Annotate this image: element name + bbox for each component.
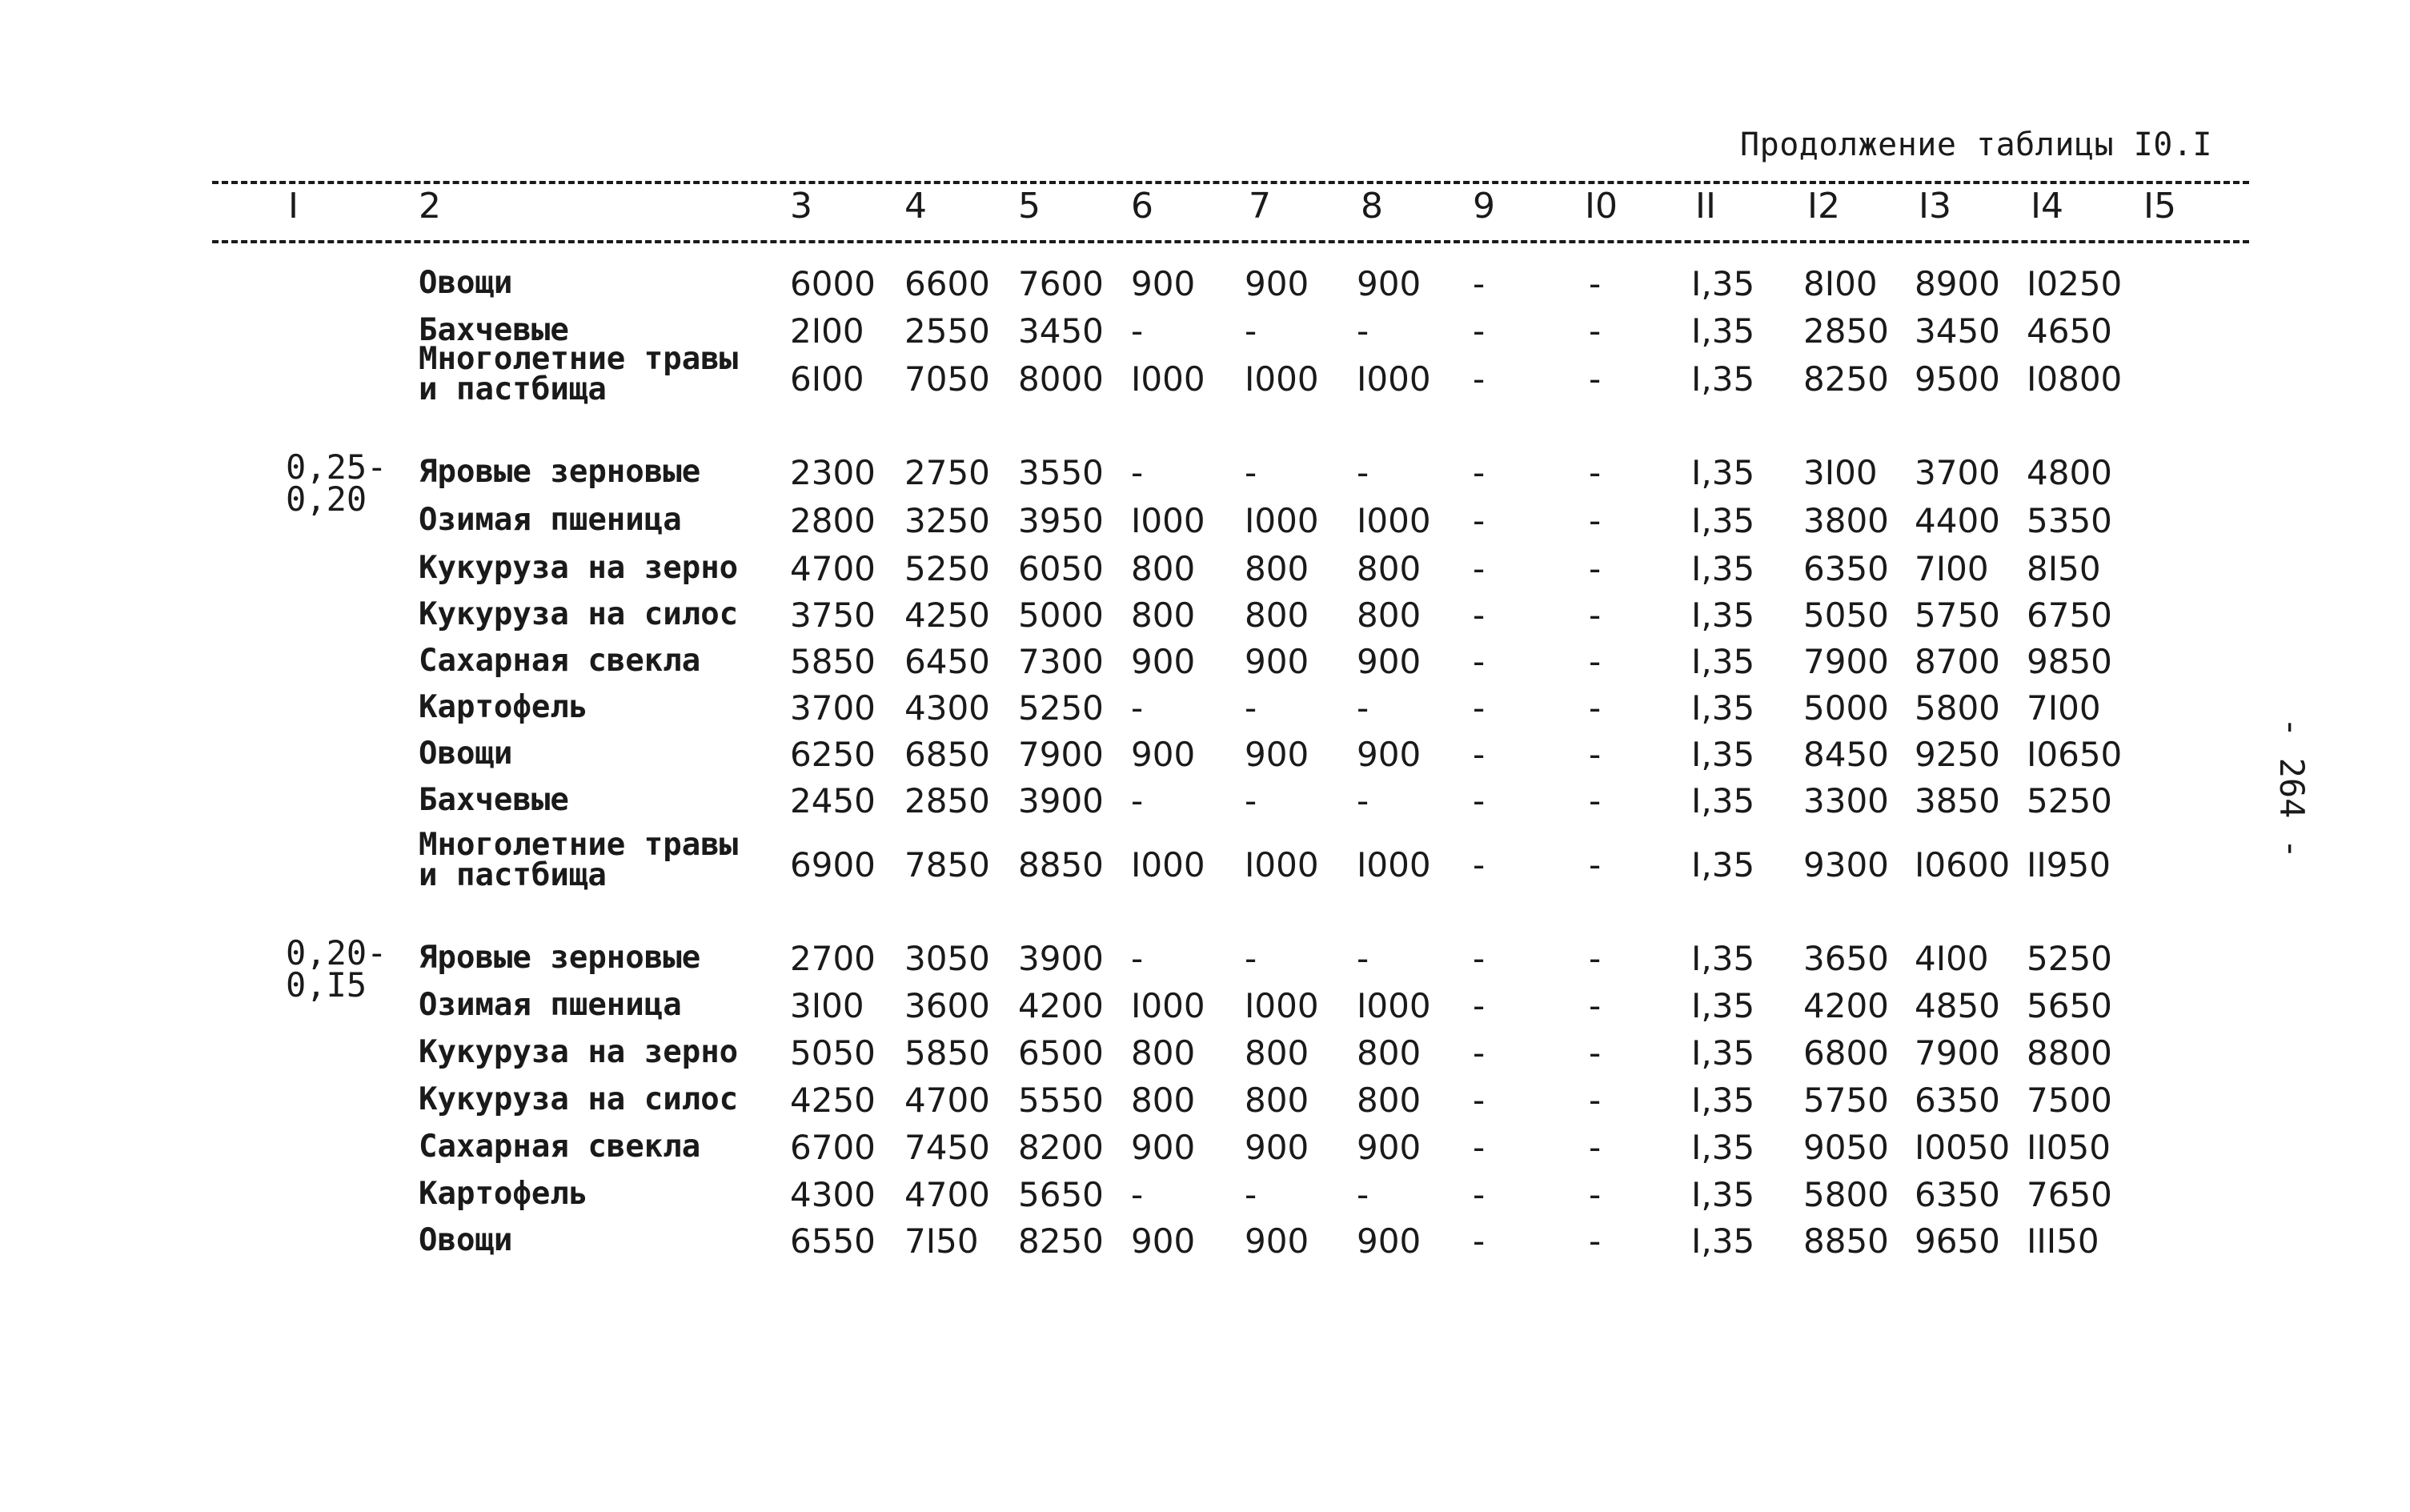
value-cell: 4850 [1915, 986, 2000, 1025]
value-cell: I000 [1131, 501, 1205, 540]
value-cell: I,35 [1691, 501, 1755, 540]
value-cell: 9250 [1915, 735, 2000, 774]
value-cell: 3850 [1915, 781, 2000, 820]
value-cell: - [1589, 359, 1602, 399]
value-cell: 5550 [1018, 1081, 1104, 1120]
value-cell: - [1473, 986, 1486, 1025]
column-header-10: I0 [1585, 186, 1618, 227]
value-cell: 3550 [1018, 453, 1104, 492]
value-cell: 8900 [1915, 264, 2000, 303]
value-cell: 3700 [1915, 453, 2000, 492]
crop-name: Озимая пшеница [419, 987, 682, 1023]
group-label: 0,20 [286, 479, 367, 519]
value-cell: 800 [1131, 1081, 1196, 1120]
value-cell: 6850 [904, 735, 990, 774]
column-header-2: 2 [419, 186, 441, 227]
value-cell: 3I00 [1803, 453, 1878, 492]
value-cell: 900 [1131, 1128, 1196, 1167]
value-cell: 8I50 [2027, 549, 2101, 588]
value-cell: - [1589, 1081, 1602, 1120]
value-cell: 7I00 [2027, 688, 2101, 728]
value-cell: 5650 [1018, 1175, 1104, 1214]
value-cell: - [1245, 688, 1257, 728]
value-cell: I000 [1131, 986, 1205, 1025]
value-cell: 6350 [1803, 549, 1889, 588]
value-cell: 5250 [2027, 781, 2112, 820]
value-cell: 6350 [1915, 1175, 2000, 1214]
value-cell: - [1473, 596, 1486, 635]
value-cell: 6500 [1018, 1033, 1104, 1073]
value-cell: - [1245, 939, 1257, 978]
value-cell: 6900 [790, 845, 876, 884]
value-cell: I0600 [1915, 845, 2011, 884]
crop-name: Яровые зерновые [419, 940, 701, 976]
value-cell: - [1589, 453, 1602, 492]
value-cell: 8850 [1018, 845, 1104, 884]
value-cell: I,35 [1691, 1081, 1755, 1120]
value-cell: I,35 [1691, 939, 1755, 978]
value-cell: - [1473, 1175, 1486, 1214]
value-cell: 5750 [1803, 1081, 1889, 1120]
value-cell: 6350 [1915, 1081, 2000, 1120]
value-cell: 7900 [1803, 642, 1889, 681]
column-header-15: I5 [2143, 186, 2176, 227]
group-label: 0,25- [286, 447, 387, 487]
value-cell: 5800 [1915, 688, 2000, 728]
value-cell: - [1473, 1221, 1486, 1261]
value-cell: 2300 [790, 453, 876, 492]
value-cell: I,35 [1691, 1128, 1755, 1167]
column-header-9: 9 [1473, 186, 1495, 227]
column-header-3: 3 [790, 186, 812, 227]
value-cell: 4I00 [1915, 939, 1989, 978]
value-cell: 4700 [790, 549, 876, 588]
value-cell: - [1473, 688, 1486, 728]
value-cell: - [1589, 688, 1602, 728]
value-cell: - [1245, 781, 1257, 820]
value-cell: - [1589, 311, 1602, 351]
value-cell: - [1357, 688, 1369, 728]
value-cell: I,35 [1691, 845, 1755, 884]
value-cell: - [1589, 1128, 1602, 1167]
value-cell: - [1473, 501, 1486, 540]
value-cell: 7900 [1018, 735, 1104, 774]
value-cell: - [1473, 1081, 1486, 1120]
value-cell: 3600 [904, 986, 990, 1025]
crop-name: Сахарная свекла [419, 1129, 701, 1165]
value-cell: 800 [1357, 596, 1422, 635]
value-cell: 3950 [1018, 501, 1104, 540]
value-cell: - [1589, 549, 1602, 588]
value-cell: 2750 [904, 453, 990, 492]
value-cell: 7900 [1915, 1033, 2000, 1073]
value-cell: 800 [1245, 1033, 1309, 1073]
value-cell: - [1357, 1175, 1369, 1214]
value-cell: I000 [1357, 501, 1431, 540]
value-cell: I0800 [2027, 359, 2123, 399]
value-cell: - [1131, 781, 1144, 820]
value-cell: 3050 [904, 939, 990, 978]
value-cell: I0250 [2027, 264, 2123, 303]
crop-name: Кукуруза на силос [419, 596, 739, 632]
value-cell: 7300 [1018, 642, 1104, 681]
value-cell: 6450 [904, 642, 990, 681]
value-cell: - [1473, 1128, 1486, 1167]
value-cell: 5050 [790, 1033, 876, 1073]
value-cell: I,35 [1691, 596, 1755, 635]
value-cell: I,35 [1691, 1175, 1755, 1214]
value-cell: - [1589, 501, 1602, 540]
crop-name: и пастбища [419, 371, 607, 407]
value-cell: - [1473, 642, 1486, 681]
value-cell: 4250 [790, 1081, 876, 1120]
value-cell: 9500 [1915, 359, 2000, 399]
value-cell: - [1473, 359, 1486, 399]
crop-name: Овощи [419, 736, 513, 772]
header-bottom-rule [212, 240, 2249, 243]
value-cell: 6250 [790, 735, 876, 774]
value-cell: 900 [1131, 1221, 1196, 1261]
column-header-5: 5 [1018, 186, 1041, 227]
value-cell: 4200 [1803, 986, 1889, 1025]
page-number: - 264 - [2272, 716, 2312, 860]
value-cell: I,35 [1691, 986, 1755, 1025]
value-cell: II050 [2027, 1128, 2111, 1167]
group-label: 0,20- [286, 933, 387, 973]
value-cell: 5800 [1803, 1175, 1889, 1214]
value-cell: 3900 [1018, 781, 1104, 820]
column-header-12: I2 [1807, 186, 1840, 227]
value-cell: I,35 [1691, 549, 1755, 588]
crop-name: Картофель [419, 689, 588, 725]
value-cell: 3650 [1803, 939, 1889, 978]
value-cell: 800 [1245, 1081, 1309, 1120]
group-label: 0,I5 [286, 965, 367, 1005]
value-cell: 6550 [790, 1221, 876, 1261]
value-cell: 5050 [1803, 596, 1889, 635]
value-cell: 4650 [2027, 311, 2112, 351]
value-cell: I0650 [2027, 735, 2123, 774]
value-cell: I,35 [1691, 264, 1755, 303]
value-cell: I000 [1357, 986, 1431, 1025]
value-cell: - [1589, 1033, 1602, 1073]
crop-name: Бахчевые [419, 312, 569, 348]
crop-name: Яровые зерновые [419, 454, 701, 490]
column-header-11: II [1695, 186, 1716, 227]
value-cell: 9300 [1803, 845, 1889, 884]
value-cell: 7600 [1018, 264, 1104, 303]
value-cell: 7450 [904, 1128, 990, 1167]
value-cell: - [1589, 735, 1602, 774]
value-cell: - [1473, 781, 1486, 820]
value-cell: 6600 [904, 264, 990, 303]
value-cell: I,35 [1691, 311, 1755, 351]
value-cell: I000 [1357, 845, 1431, 884]
value-cell: 3I00 [790, 986, 864, 1025]
value-cell: 7850 [904, 845, 990, 884]
value-cell: 900 [1245, 1221, 1309, 1261]
value-cell: 2850 [1803, 311, 1889, 351]
value-cell: 3700 [790, 688, 876, 728]
value-cell: 800 [1245, 596, 1309, 635]
value-cell: - [1245, 1175, 1257, 1214]
value-cell: I000 [1245, 501, 1319, 540]
value-cell: 4300 [904, 688, 990, 728]
value-cell: 7I00 [1915, 549, 1989, 588]
value-cell: - [1589, 1221, 1602, 1261]
value-cell: 3750 [790, 596, 876, 635]
crop-name: Многолетние травы [419, 827, 739, 863]
value-cell: 900 [1357, 642, 1422, 681]
value-cell: 900 [1131, 735, 1196, 774]
value-cell: 3450 [1915, 311, 2000, 351]
value-cell: 7650 [2027, 1175, 2112, 1214]
value-cell: - [1131, 1175, 1144, 1214]
value-cell: 900 [1245, 264, 1309, 303]
value-cell: 5750 [1915, 596, 2000, 635]
value-cell: 4200 [1018, 986, 1104, 1025]
value-cell: 2700 [790, 939, 876, 978]
value-cell: I000 [1131, 359, 1205, 399]
column-header-13: I3 [1919, 186, 1951, 227]
value-cell: 3250 [904, 501, 990, 540]
value-cell: I000 [1357, 359, 1431, 399]
value-cell: 900 [1357, 1221, 1422, 1261]
value-cell: - [1245, 453, 1257, 492]
value-cell: - [1589, 939, 1602, 978]
value-cell: 9050 [1803, 1128, 1889, 1167]
value-cell: 8000 [1018, 359, 1104, 399]
value-cell: I,35 [1691, 1221, 1755, 1261]
value-cell: 5000 [1018, 596, 1104, 635]
value-cell: 800 [1245, 549, 1309, 588]
value-cell: 7050 [904, 359, 990, 399]
table-header-row [0, 186, 2410, 234]
value-cell: 2450 [790, 781, 876, 820]
value-cell: 800 [1357, 549, 1422, 588]
value-cell: 800 [1131, 549, 1196, 588]
column-header-4: 4 [904, 186, 927, 227]
value-cell: 5350 [2027, 501, 2112, 540]
value-cell: 5000 [1803, 688, 1889, 728]
value-cell: 9850 [2027, 642, 2112, 681]
crop-name: Овощи [419, 265, 513, 301]
value-cell: 5650 [2027, 986, 2112, 1025]
value-cell: 8800 [2027, 1033, 2112, 1073]
value-cell: 900 [1357, 1128, 1422, 1167]
value-cell: - [1473, 845, 1486, 884]
value-cell: - [1357, 453, 1369, 492]
value-cell: I,35 [1691, 1033, 1755, 1073]
crop-name: Кукуруза на зерно [419, 550, 739, 586]
value-cell: I000 [1245, 845, 1319, 884]
value-cell: 3450 [1018, 311, 1104, 351]
value-cell: 5850 [790, 642, 876, 681]
value-cell: 5250 [2027, 939, 2112, 978]
value-cell: - [1131, 688, 1144, 728]
value-cell: I0050 [1915, 1128, 2011, 1167]
value-cell: 8250 [1803, 359, 1889, 399]
value-cell: 900 [1357, 735, 1422, 774]
value-cell: 9650 [1915, 1221, 2000, 1261]
value-cell: 4300 [790, 1175, 876, 1214]
value-cell: - [1589, 642, 1602, 681]
value-cell: I,35 [1691, 642, 1755, 681]
value-cell: 8700 [1915, 642, 2000, 681]
column-header-7: 7 [1249, 186, 1271, 227]
value-cell: - [1473, 549, 1486, 588]
value-cell: - [1245, 311, 1257, 351]
value-cell: - [1357, 781, 1369, 820]
value-cell: 900 [1245, 735, 1309, 774]
value-cell: 6000 [790, 264, 876, 303]
value-cell: 4700 [904, 1081, 990, 1120]
value-cell: 5850 [904, 1033, 990, 1073]
value-cell: 800 [1357, 1081, 1422, 1120]
crop-name: Картофель [419, 1176, 588, 1212]
value-cell: - [1589, 596, 1602, 635]
column-header-6: 6 [1131, 186, 1153, 227]
value-cell: I000 [1131, 845, 1205, 884]
value-cell: 800 [1131, 1033, 1196, 1073]
crop-name: Овощи [419, 1222, 513, 1258]
value-cell: 5250 [1018, 688, 1104, 728]
value-cell: 800 [1357, 1033, 1422, 1073]
crop-name: Бахчевые [419, 782, 569, 818]
value-cell: 2550 [904, 311, 990, 351]
table-caption: Продолжение таблицы I0.I [1740, 126, 2212, 163]
column-header-14: I4 [2031, 186, 2063, 227]
value-cell: 4700 [904, 1175, 990, 1214]
value-cell: 2I00 [790, 311, 864, 351]
value-cell: 3300 [1803, 781, 1889, 820]
value-cell: 3800 [1803, 501, 1889, 540]
value-cell: 2850 [904, 781, 990, 820]
value-cell: 7500 [2027, 1081, 2112, 1120]
value-cell: 4400 [1915, 501, 2000, 540]
value-cell: I,35 [1691, 688, 1755, 728]
value-cell: - [1473, 939, 1486, 978]
value-cell: I,35 [1691, 781, 1755, 820]
value-cell: - [1473, 735, 1486, 774]
value-cell: 900 [1245, 1128, 1309, 1167]
value-cell: 8250 [1018, 1221, 1104, 1261]
value-cell: 6050 [1018, 549, 1104, 588]
value-cell: I,35 [1691, 359, 1755, 399]
value-cell: - [1131, 453, 1144, 492]
value-cell: 8200 [1018, 1128, 1104, 1167]
value-cell: 800 [1131, 596, 1196, 635]
value-cell: - [1473, 264, 1486, 303]
value-cell: 6750 [2027, 596, 2112, 635]
value-cell: I000 [1245, 359, 1319, 399]
value-cell: 900 [1245, 642, 1309, 681]
value-cell: I000 [1245, 986, 1319, 1025]
value-cell: 2800 [790, 501, 876, 540]
value-cell: - [1131, 939, 1144, 978]
crop-name: Кукуруза на силос [419, 1081, 739, 1117]
value-cell: 900 [1131, 264, 1196, 303]
value-cell: 7I50 [904, 1221, 979, 1261]
value-cell: 900 [1357, 264, 1422, 303]
crop-name: Многолетние травы [419, 341, 739, 377]
value-cell: III50 [2027, 1221, 2099, 1261]
value-cell: - [1473, 1033, 1486, 1073]
value-cell: - [1589, 264, 1602, 303]
value-cell: 6I00 [790, 359, 864, 399]
value-cell: - [1589, 1175, 1602, 1214]
value-cell: I,35 [1691, 735, 1755, 774]
value-cell: II950 [2027, 845, 2111, 884]
value-cell: - [1357, 311, 1369, 351]
value-cell: - [1589, 781, 1602, 820]
value-cell: 4250 [904, 596, 990, 635]
column-header-1: I [288, 186, 299, 227]
crop-name: Кукуруза на зерно [419, 1034, 739, 1070]
value-cell: 6800 [1803, 1033, 1889, 1073]
value-cell: - [1589, 845, 1602, 884]
value-cell: - [1357, 939, 1369, 978]
value-cell: 3900 [1018, 939, 1104, 978]
value-cell: 5250 [904, 549, 990, 588]
crop-name: Озимая пшеница [419, 502, 682, 538]
column-header-8: 8 [1361, 186, 1383, 227]
header-top-rule [212, 181, 2249, 184]
value-cell: 6700 [790, 1128, 876, 1167]
value-cell: - [1473, 311, 1486, 351]
value-cell: - [1131, 311, 1144, 351]
crop-name: и пастбища [419, 857, 607, 893]
value-cell: I,35 [1691, 453, 1755, 492]
value-cell: - [1473, 453, 1486, 492]
value-cell: 4800 [2027, 453, 2112, 492]
value-cell: 8450 [1803, 735, 1889, 774]
value-cell: - [1589, 986, 1602, 1025]
value-cell: 8850 [1803, 1221, 1889, 1261]
value-cell: 900 [1131, 642, 1196, 681]
crop-name: Сахарная свекла [419, 643, 701, 679]
value-cell: 8I00 [1803, 264, 1878, 303]
